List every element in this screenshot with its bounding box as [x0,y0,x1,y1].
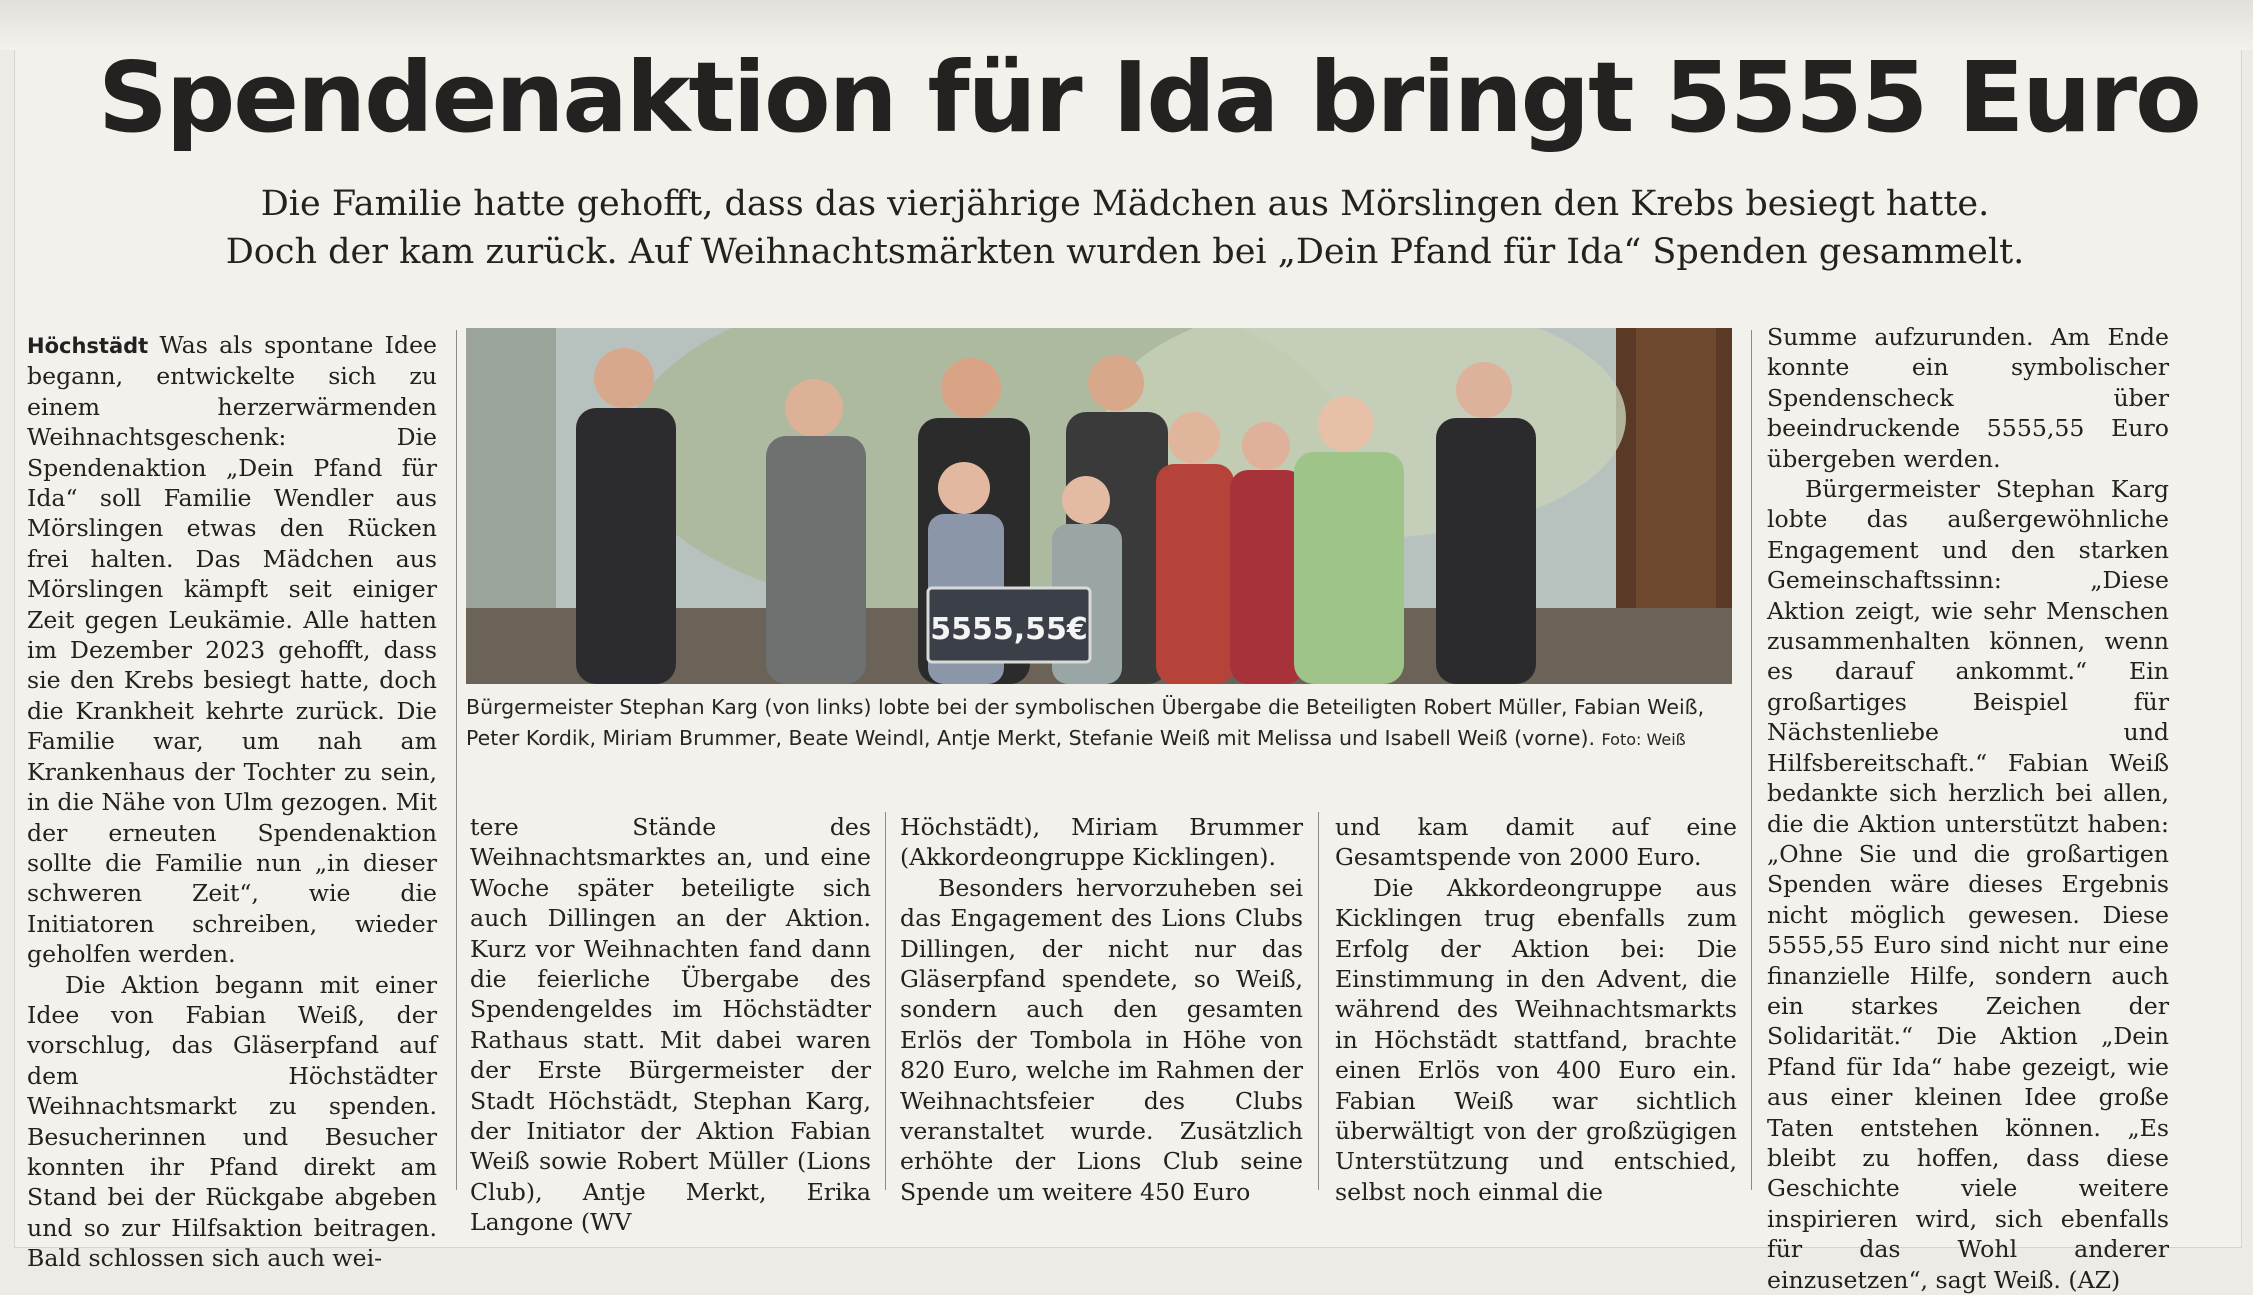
article-column-1 [27,330,437,1274]
donation-check [928,588,1090,662]
paragraph: Die Aktion begann mit einer Idee von Fabian Weiß, der vorschlug, das Gläserpfand auf dem Höchstädter Weihnachtsmarkt zu spenden. Besucherinnen und Besucher konnten ihr Pfand direkt am Stand bei der Rückgabe abgeben und so zur Hilfsaktion beitragen. Bald schlossen sich auch wei- [27,970,437,1273]
subheadline-line: Die Familie hatte gehofft, dass das vierjährige Mädchen aus Mörslingen den Krebs besiegt hatte. [260,184,1990,224]
article-column-4 [1335,812,1737,1207]
paragraph: Besonders hervorzuheben sei das Engagement des Lions Clubs Dillingen, der nicht nur das Gläserpfand spendete, so Weiß, sondern auch den gesamten Erlös der Tombola in Höhe von 820 Euro, welche im Rahmen der Weihnachtsfeier des Clubs veranstaltet wurde. Zusätzlich erhöhte der Lions Club seine Spende um weitere 450 Euro [900,873,1303,1206]
column-divider [1751,330,1752,1190]
column-divider [885,812,886,1190]
column-divider [456,330,457,1190]
caption-text: Bürgermeister Stephan Karg (von links) lobte bei der symbolischen Übergabe die Beteiligten Robert Müller, Fabian Weiß, Peter Kordik, Miriam Brummer, Beate Weindl, Antje Merkt, Stefanie Weiß mit Melissa und Isabell Weiß (vorne). [466,695,1705,750]
photo-illustration [466,328,1732,684]
subheadline [150,180,2100,276]
group-photo [466,328,1732,684]
paragraph: Die Akkordeongruppe aus Kicklingen trug ebenfalls zum Erfolg der Aktion bei: Die Einstimmung in den Advent, die während des Weihnachtsmarkts in Höchstädt stattfand, brachte einen Erlös von 400 Euro ein. Fabian Weiß war sichtlich überwältigt von der großzügigen Unterstützung und entschied, selbst noch einmal die [1335,873,1737,1206]
paragraph: tere Stände des Weihnachtsmarktes an, und eine Woche später beteiligte sich auch Dillingen an der Aktion. Kurz vor Weihnachten fand dann die feierliche Übergabe des Spendengeldes im Höchstädter Rathaus statt. Mit dabei waren der Erste Bürgermeister der Stadt Höchstädt, Stephan Karg, der Initiator der Aktion Fabian Weiß sowie Robert Müller (Lions Club), Antje Merkt, Erika Langone (WV [470,813,871,1237]
paragraph: Summe aufzurunden. Am Ende konnte ein symbolischer Spendenscheck über beeindruckende 5555,55 Euro übergeben werden. [1767,323,2169,473]
paragraph: Höchstädt), Miriam Brummer (Akkordeongruppe Kicklingen). [900,813,1303,872]
dateline: Höchstädt [27,334,149,358]
paragraph [27,330,437,970]
article-column-5 [1767,322,2169,1295]
subheadline-line: Doch der kam zurück. Auf Weihnachtsmärkten wurden bei „Dein Pfand für Ida“ Spenden gesammelt. [225,232,2025,272]
paragraph: Bürgermeister Stephan Karg lobte das außergewöhnliche Engagement und den starken Gemeinschaftssinn: „Diese Aktion zeigt, wie sehr Menschen zusammenhalten können, wenn es darauf ankommt.“ Ein großartiges Beispiel für Nächstenliebe und Hilfsbereitschaft.“ Fabian Weiß bedankte sich herzlich bei allen, die die Aktion unterstützt haben: „Ohne Sie und die großartigen Spenden wäre dieses Ergebnis nicht möglich gewesen. Diese 5555,55 Euro sind nicht nur eine finanzielle Hilfe, sondern auch ein starkes Zeichen der Solidarität.“ Die Aktion „Dein Pfand für Ida“ habe gezeigt, wie aus einer kleinen Idee große Taten entstehen können. „Es bleibt zu hoffen, dass diese Geschichte viele weitere inspirieren wird, sich ebenfalls für das Wohl anderer einzusetzen“, sagt Weiß. (AZ) [1767,475,2169,1294]
paragraph-text: Was als spontane Idee begann, entwickelte sich zu einem herzerwärmenden Weihnachtsgeschenk: Die Spendenaktion „Dein Pfand für Ida“ soll Familie Wendler aus Mörslingen etwas den Rücken frei halten. Das Mädchen aus Mörslingen kämpft seit einiger Zeit gegen Leukämie. Alle hatten im Dezember 2023 gehofft, dass sie den Krebs besiegt hatte, doch die Krankheit kehrte zurück. Die Familie war, um nah am Krankenhaus der Tochter zu sein, in die Nähe von Ulm gezogen. Mit der erneuten Spendenaktion sollte die Familie nun „in dieser schweren Zeit“, wie die Initiatoren schreiben, wieder geholfen werden. [27,331,437,969]
paragraph: und kam damit auf eine Gesamtspende von 2000 Euro. [1335,813,1737,872]
article-column-3 [900,812,1303,1207]
article-column-2 [470,812,871,1238]
headline: Spendenaktion für Ida bringt 5555 Euro [98,41,2200,154]
photo-credit: Foto: Weiß [1601,730,1686,749]
check-amount: 5555,55€ [930,612,1088,647]
photo-caption [466,692,1736,755]
column-divider [1318,812,1319,1190]
